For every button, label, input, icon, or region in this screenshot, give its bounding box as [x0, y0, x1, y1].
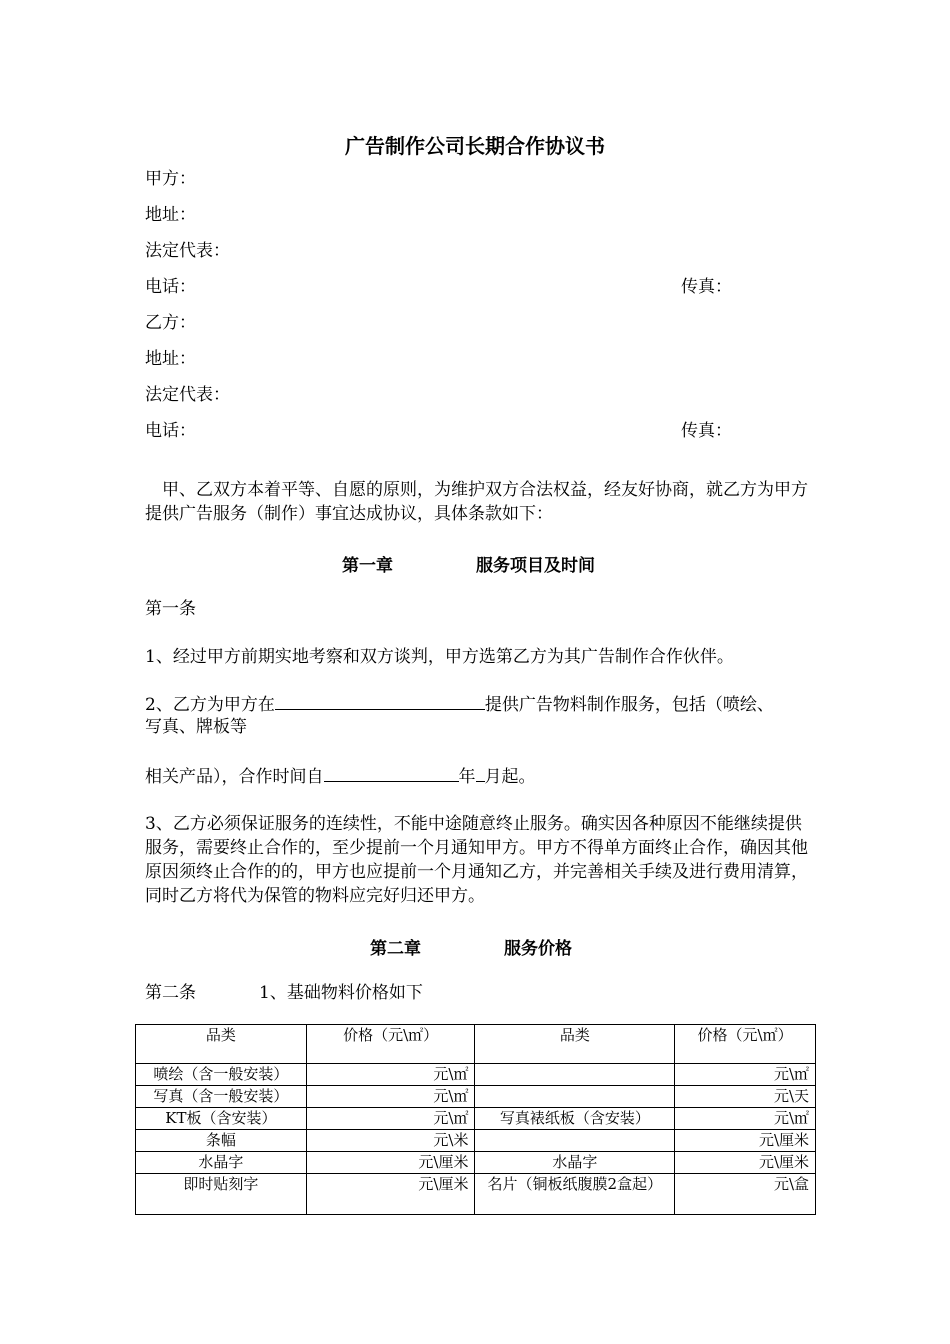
table-row	[136, 1152, 816, 1174]
party-a-rep-label: 法定代表：	[145, 241, 230, 261]
chapter1-title: 服务项目及时间	[476, 556, 595, 576]
table-cell: 元\厘米	[306, 1174, 475, 1215]
table-cell: 元\米	[306, 1130, 475, 1152]
party-b-rep-label: 法定代表：	[145, 385, 230, 405]
table-cell: 写真裱纸板（含安装）	[475, 1108, 675, 1130]
price-table	[135, 1024, 816, 1215]
chapter2-number: 第二章	[370, 939, 421, 959]
table-cell	[475, 1086, 675, 1108]
party-a-fax-label: 传真：	[681, 277, 732, 297]
article1-item2-line3	[145, 764, 536, 788]
table-cell: 元\㎡	[306, 1108, 475, 1130]
table-cell	[475, 1130, 675, 1152]
table-row	[136, 1108, 816, 1130]
table-cell: 元\盒	[675, 1174, 816, 1215]
table-cell: 元\㎡	[675, 1064, 816, 1086]
intro-paragraph: 甲、乙双方本着平等、自愿的原则，为维护双方合法权益，经友好协商，就乙方为甲方提供广告服务（制作）事宜达成协议，具体条款如下：	[145, 480, 808, 524]
table-cell: 元\天	[675, 1086, 816, 1108]
chapter2-title: 服务价格	[504, 939, 572, 959]
party-b-phone-label: 电话：	[145, 421, 196, 441]
article1-item3: 3、乙方必须保证服务的连续性，不能中途随意终止服务。确实因各种原因不能继续提供服务，需要终止合作的，至少提前一个月通知甲方。甲方不得单方面终止合作，确因其他原因须终止合作的的，甲方也应提前一个月通知乙方，并完善相关手续及进行费用清算，同时乙方将代为保管的物料应完好归还甲方。	[145, 814, 808, 906]
header-category-2: 品类	[475, 1025, 675, 1064]
document-title: 广告制作公司长期合作协议书	[345, 134, 605, 158]
table-cell: 水晶字	[475, 1152, 675, 1174]
table-cell: 名片（铜板纸腹膜2盒起）	[475, 1174, 675, 1215]
item2-text-before: 2、乙方为甲方在	[145, 695, 275, 715]
article1-item2	[145, 692, 774, 716]
article1-item2-line2: 写真、牌板等	[145, 717, 247, 737]
header-price-1: 价格（元\㎡）	[306, 1025, 475, 1064]
table-cell: 即时贴刻字	[136, 1174, 307, 1215]
article2-heading: 第二条	[145, 983, 196, 1003]
table-cell: 写真（含一般安装）	[136, 1086, 307, 1108]
table-cell: 条幅	[136, 1130, 307, 1152]
chapter1-number: 第一章	[342, 556, 393, 576]
table-row	[136, 1174, 816, 1215]
party-b-name-label: 乙方：	[145, 313, 196, 333]
location-blank	[275, 692, 485, 710]
header-price-2: 价格（元\㎡）	[675, 1025, 816, 1064]
table-row	[136, 1086, 816, 1108]
item2-line3-after: 月起。	[484, 767, 536, 787]
table-cell: 水晶字	[136, 1152, 307, 1174]
table-cell: KT板（含安装）	[136, 1108, 307, 1130]
header-category-1: 品类	[136, 1025, 307, 1064]
table-header-row	[136, 1025, 816, 1064]
item2-line3-before: 相关产品），合作时间自	[145, 767, 324, 787]
table-row	[136, 1130, 816, 1152]
article1-heading: 第一条	[145, 599, 196, 619]
table-cell: 喷绘（含一般安装）	[136, 1064, 307, 1086]
table-cell: 元\厘米	[306, 1152, 475, 1174]
table-cell: 元\㎡	[306, 1064, 475, 1086]
table-row	[136, 1064, 816, 1086]
month-blank	[476, 764, 485, 782]
table-cell: 元\㎡	[306, 1086, 475, 1108]
party-a-name-label: 甲方：	[145, 169, 196, 189]
article2-text: 1、基础物料价格如下	[259, 983, 423, 1003]
table-cell	[475, 1064, 675, 1086]
party-a-phone-label: 电话：	[145, 277, 196, 297]
table-cell: 元\㎡	[675, 1108, 816, 1130]
item2-year-label: 年	[458, 767, 476, 787]
article1-item1: 1、经过甲方前期实地考察和双方谈判，甲方选第乙方为其广告制作合作伙伴。	[145, 647, 734, 667]
party-b-fax-label: 传真：	[681, 421, 732, 441]
item2-text-after: 提供广告物料制作服务，包括（喷绘、	[484, 695, 774, 715]
table-cell: 元\厘米	[675, 1152, 816, 1174]
table-cell: 元\厘米	[675, 1130, 816, 1152]
party-b-address-label: 地址：	[145, 349, 196, 369]
party-a-address-label: 地址：	[145, 205, 196, 225]
year-blank	[324, 764, 459, 782]
